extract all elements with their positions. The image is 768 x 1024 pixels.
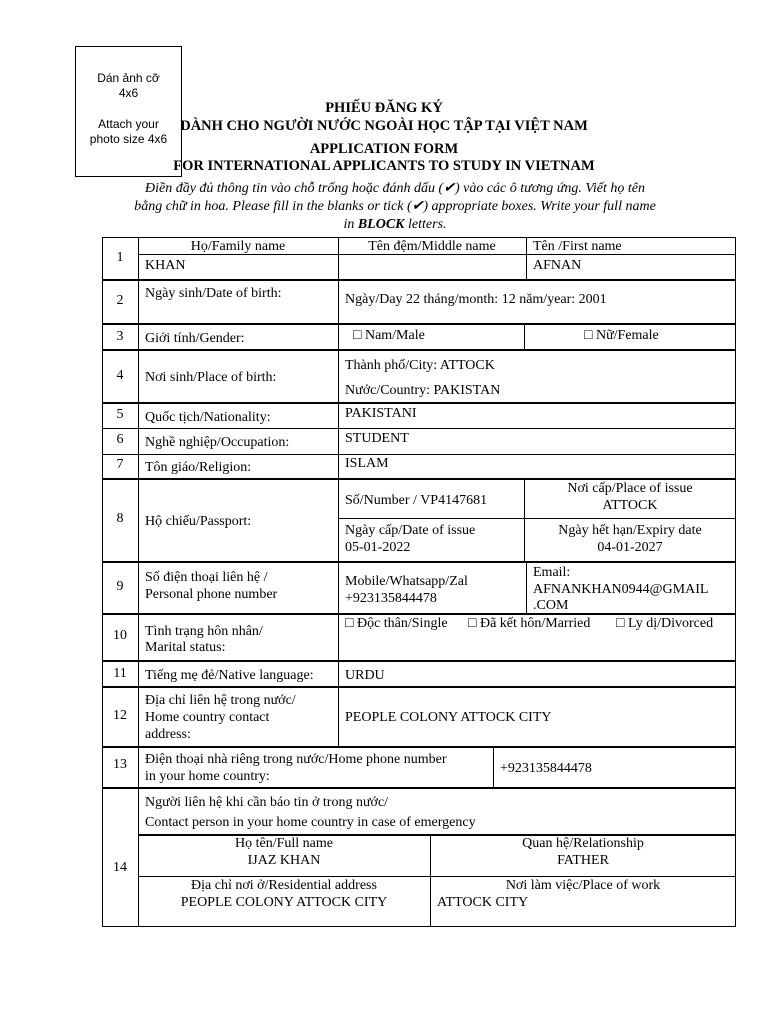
row-number: 3 — [116, 329, 124, 344]
email-value[interactable]: AFNANKHAN0944@GMAIL — [533, 582, 709, 597]
issue-date-label: Ngày cấp/Date of issue — [345, 523, 476, 538]
title-en-2: FOR INTERNATIONAL APPLICANTS TO STUDY IN VIETNAM — [173, 158, 595, 174]
row-number: 7 — [116, 457, 124, 472]
home-phone-label-2: in your home country: — [145, 769, 270, 784]
home-address-label-en-2: address: — [145, 727, 191, 742]
row-number: 1 — [116, 250, 124, 265]
gender-male-checkbox[interactable]: □ Nam/Male — [353, 328, 425, 343]
residential-address-value[interactable]: PEOPLE COLONY ATTOCK CITY — [180, 895, 388, 910]
row-number: 2 — [116, 293, 124, 308]
birth-city-value[interactable]: Thành phố/City: ATTOCK — [345, 358, 495, 373]
photo-label-vn: Dán ảnh cỡ — [97, 71, 160, 85]
row-number: 5 — [116, 407, 124, 422]
passport-label: Hộ chiếu/Passport: — [145, 514, 252, 529]
dob-label: Ngày sinh/Date of birth: — [145, 286, 282, 301]
place-of-issue-label: Nơi cấp/Place of issue — [567, 481, 693, 496]
row-number: 10 — [113, 628, 127, 643]
issue-date-value[interactable]: 05-01-2022 — [345, 540, 411, 555]
emergency-contact-heading-en: Contact person in your home country in case of emergency — [145, 815, 476, 830]
occupation-value[interactable]: STUDENT — [345, 431, 409, 446]
mobile-value[interactable]: +923135844478 — [345, 591, 437, 606]
expiry-date-label: Ngày hết hạn/Expiry date — [558, 523, 702, 538]
native-language-value[interactable]: URDU — [345, 668, 385, 683]
instructions-line-1: Điền đầy đủ thông tin vào chỗ trống hoặc đánh dấu (✔) vào các ô tương ứng. Viết họ tên — [144, 181, 645, 196]
instructions-line-3: in BLOCK letters. — [343, 217, 447, 232]
emergency-contact-heading-vn: Người liên hệ khi cần báo tin ở trong nước/ — [145, 795, 389, 810]
contact-name-value[interactable]: IJAZ KHAN — [247, 853, 321, 868]
relationship-value[interactable]: FATHER — [557, 853, 609, 868]
birthplace-label: Nơi sinh/Place of birth: — [145, 370, 277, 385]
dob-value[interactable]: Ngày/Day 22 tháng/month: 12 năm/year: 2001 — [345, 292, 607, 307]
birth-country-value[interactable]: Nước/Country: PAKISTAN — [345, 383, 501, 398]
title-vn-2: DÀNH CHO NGƯỜI NƯỚC NGOÀI HỌC TẬP TẠI VIỆT NAM — [180, 118, 588, 134]
native-language-label: Tiếng mẹ đẻ/Native language: — [145, 668, 314, 683]
email-label: Email: — [533, 565, 571, 580]
family-name-label: Họ/Family name — [190, 239, 286, 254]
first-name-value[interactable]: AFNAN — [533, 258, 582, 273]
relationship-label: Quan hệ/Relationship — [522, 836, 644, 851]
instructions — [100, 180, 690, 234]
place-of-work-value[interactable]: ATTOCK CITY — [437, 895, 529, 910]
nationality-label: Quốc tịch/Nationality: — [145, 410, 271, 425]
phone-label-en: Personal phone number — [145, 587, 278, 602]
occupation-label: Nghề nghiệp/Occupation: — [145, 435, 290, 450]
home-address-value[interactable]: PEOPLE COLONY ATTOCK CITY — [345, 710, 552, 725]
row-number: 11 — [113, 666, 127, 681]
marital-label-en: Marital status: — [145, 640, 226, 655]
religion-label: Tôn giáo/Religion: — [145, 460, 252, 475]
home-address-label-vn: Địa chỉ liên hệ trong nước/ — [145, 693, 296, 708]
instructions-line-2: bằng chữ in hoa. Please fill in the blanks or tick (✔) appropriate boxes. Write your full name — [134, 199, 656, 214]
place-of-work-label: Nơi làm việc/Place of work — [505, 878, 661, 893]
photo-size-en: photo size 4x6 — [89, 132, 168, 146]
marital-married-checkbox[interactable]: □ Đã kết hôn/Married — [468, 616, 591, 631]
phone-label-vn: Số điện thoại liên hệ / — [145, 570, 268, 585]
marital-label-vn: Tình trạng hôn nhân/ — [145, 624, 263, 639]
row-number: 9 — [116, 579, 124, 594]
marital-single-checkbox[interactable]: □ Độc thân/Single — [345, 616, 448, 631]
place-of-issue-value[interactable]: ATTOCK — [602, 498, 658, 513]
home-address-label-en: Home country contact — [145, 710, 270, 725]
middle-name-label: Tên đệm/Middle name — [368, 239, 496, 254]
expiry-date-value[interactable]: 04-01-2027 — [597, 540, 663, 555]
residential-address-label: Địa chỉ nơi ở/Residential address — [191, 878, 377, 893]
row-number: 6 — [116, 432, 124, 447]
title-vn-1: PHIẾU ĐĂNG KÝ — [325, 100, 443, 116]
nationality-value[interactable]: PAKISTANI — [345, 406, 417, 421]
religion-value[interactable]: ISLAM — [345, 456, 389, 471]
row-number: 8 — [116, 511, 124, 526]
title-en-1: APPLICATION FORM — [309, 141, 459, 157]
first-name-label: Tên /First name — [533, 239, 622, 254]
passport-number-value[interactable]: Số/Number / VP4147681 — [345, 493, 488, 508]
row-number: 12 — [113, 708, 127, 723]
photo-label-en: Attach your — [98, 117, 159, 131]
gender-label: Giới tính/Gender: — [145, 331, 245, 346]
contact-name-label: Họ tên/Full name — [235, 836, 333, 851]
email-value-continued[interactable]: .COM — [533, 598, 569, 613]
mobile-label: Mobile/Whatsapp/Zal — [345, 574, 468, 589]
gender-female-checkbox[interactable]: □ Nữ/Female — [584, 328, 659, 343]
home-phone-value[interactable]: +923135844478 — [500, 761, 592, 776]
home-phone-label: Điện thoại nhà riêng trong nước/Home phone number — [145, 752, 447, 767]
row-number: 4 — [116, 368, 124, 383]
marital-divorced-checkbox[interactable]: □ Ly dị/Divorced — [616, 616, 714, 631]
family-name-value[interactable]: KHAN — [145, 258, 186, 273]
photo-size-vn: 4x6 — [118, 86, 139, 100]
row-number: 13 — [113, 757, 127, 772]
row-number: 14 — [113, 860, 127, 875]
